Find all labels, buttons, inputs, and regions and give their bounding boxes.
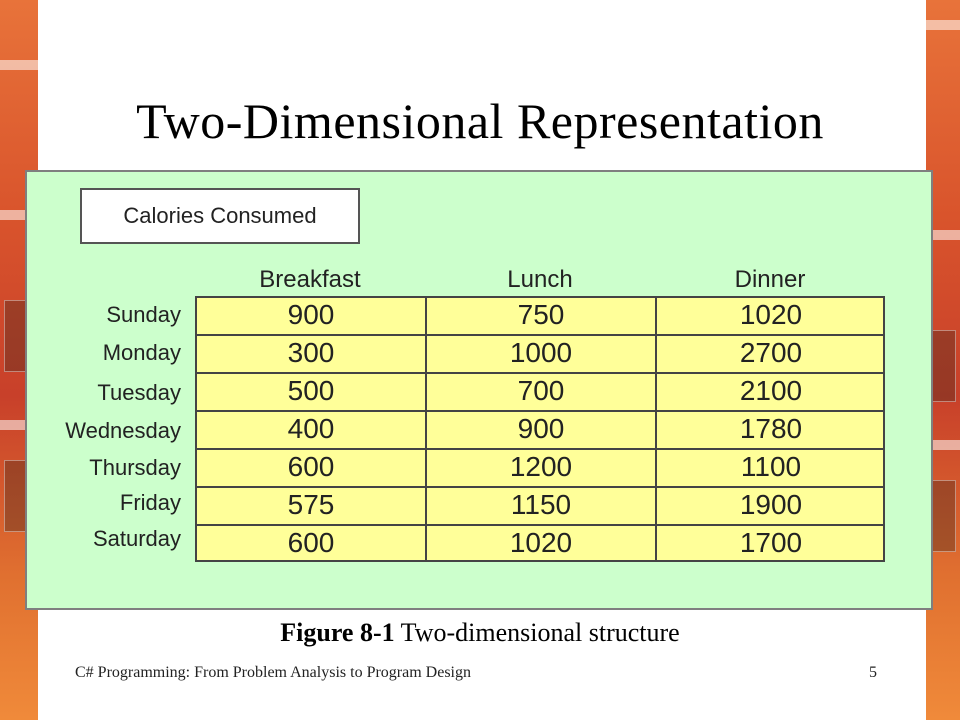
table-cell: 1900: [739, 489, 803, 520]
table-cell: 1020: [509, 527, 573, 558]
caption-text: Two-dimensional structure: [394, 618, 680, 647]
table-cell: 1100: [740, 451, 802, 482]
column-header-lunch: Lunch: [507, 266, 573, 293]
slide-footer: C# Programming: From Problem Analysis to Program Design: [75, 664, 471, 681]
table-cell: 2100: [739, 375, 803, 406]
table-cell: 1700: [739, 527, 803, 558]
calories-table: [195, 296, 885, 562]
table-cell: 900: [287, 299, 335, 330]
column-header-dinner: Dinner: [734, 266, 806, 293]
column-header-breakfast: Breakfast: [259, 266, 361, 293]
row-label-sunday: Sunday: [106, 302, 181, 327]
table-cell: 1200: [509, 451, 573, 482]
figure-panel: [25, 170, 933, 610]
table-cell: 1150: [510, 489, 572, 520]
table-cell: 400: [287, 413, 335, 444]
table-cell: 300: [287, 337, 335, 368]
legend-box: Calories Consumed: [80, 188, 360, 244]
figure-caption: [0, 618, 960, 648]
table-cell: 1780: [739, 413, 803, 444]
row-label-friday: Friday: [119, 490, 181, 515]
table-cell: 600: [287, 527, 335, 558]
row-label-thursday: Thursday: [89, 455, 181, 480]
table-cell: 500: [287, 375, 335, 406]
table-cell: 700: [517, 375, 565, 406]
table-cell: 575: [287, 489, 335, 520]
page-number: 5: [869, 664, 877, 681]
row-label-tuesday: Tuesday: [97, 380, 181, 405]
row-label-monday: Monday: [102, 340, 181, 365]
row-label-wednesday: Wednesday: [65, 418, 181, 443]
table-cell: 2700: [739, 337, 803, 368]
table-cell: 1020: [739, 299, 803, 330]
table-cell: 750: [517, 299, 565, 330]
caption-figure-number: Figure 8-1: [280, 618, 395, 647]
table-cell: 600: [287, 451, 335, 482]
row-label-saturday: Saturday: [92, 526, 181, 551]
slide-title: Two-Dimensional Representation: [136, 93, 824, 149]
table-cell: 900: [517, 413, 565, 444]
table-cell: 1000: [509, 337, 573, 368]
